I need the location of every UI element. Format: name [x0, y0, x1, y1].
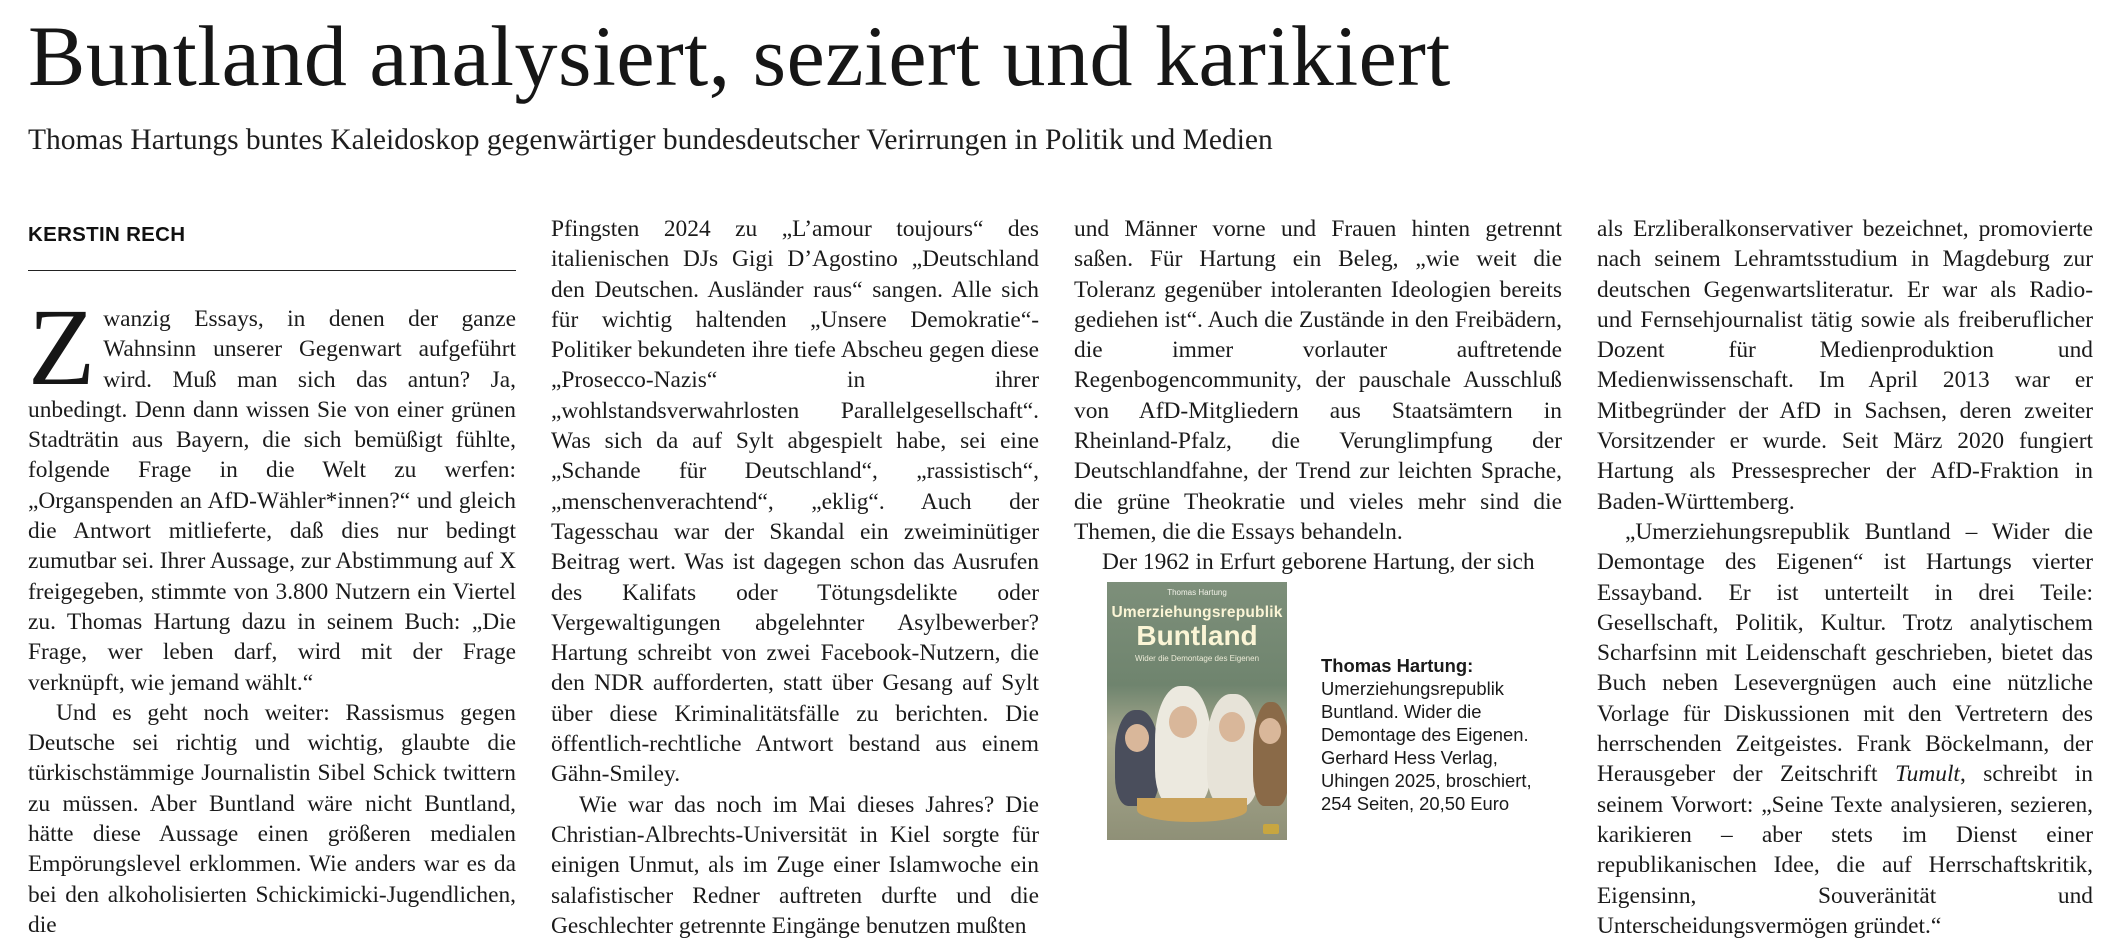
paragraph-text: wanzig Essays, in denen der ganze Wahnsinn unserer Gegenwart aufgeführt wird. Muß man sich das antun? Ja, unbedingt. Denn dann wissen Sie von einer grünen Stadträtin aus Bayern, die sich bemüßigt fühlte, folgende Frage in die Welt zu werfen: „Organspenden an AfD-Wähler*innen?“ und gleich die Antwort mitlieferte, daß dies nur bedingt zumutbar sei. Ihrer Aussage, zur Abstimmung auf X freigegeben, stimmte von 3.800 Nutzern ein Viertel zu. Thomas Hartung dazu in seinem Buch: „Die Frage, wer leben darf, wird mit der Frage verknüpft, wie jemand wählt.“ [28, 306, 516, 696]
paragraph [1597, 517, 2093, 941]
paragraph: und Männer vorne und Frauen hinten getrennt saßen. Für Hartung ein Beleg, „wie weit die Toleranz gegenüber intoleranten Ideologien bereits gediehen ist“. Auch die Zustände in den Freibädern, die immer vorlauter auftretende Regenbogencommunity, der pauschale Ausschluß von AfD-Mitgliedern aus Staatsämtern in Rheinland-Pfalz, die Verunglimpfung der Deutschlandfahne, der Trend zur leichten Sprache, die grüne Theokratie und vieles mehr sind die Themen, die die Essays behandeln. [1074, 216, 1562, 545]
author-byline: KERSTIN RECH [28, 223, 186, 246]
cover-title-line-2: Buntland [1136, 620, 1258, 651]
cover-child-face [1259, 718, 1281, 744]
paragraph: Wie war das noch im Mai dieses Jahres? Die Christian-Albrechts-Universität in Kiel sorgte für einigen Unmut, als im Zuge einer Islamwoche ein salafistischer Redner auftreten durfte und die Geschlechter getrennte Eingänge benutzen mußten [551, 791, 1039, 939]
cover-title-line-1: Umerziehungsrepublik [1111, 604, 1283, 621]
paragraph-text: „Umerziehungsrepublik Buntland – Wider die Demontage des Eigenen“ ist Hartungs vierter Essayband. Er ist unterteilt in drei Teile: Gesellschaft, Politik, Kultur. Trotz analytischem Scharfsinn mit Leidenschaft geschrieben, bietet das Buch neben Lesevergnügen auch eine nützliche Vorlage für Diskussionen mit den Vertretern des herrschenden Zeitgeistes. Frank Böckelmann, der Herausgeber der Zeitschrift [1597, 518, 2093, 788]
publisher-logo-icon [1263, 824, 1279, 834]
article-headline: Buntland analysiert, seziert und karikiert [28, 8, 1451, 104]
cover-child-face [1169, 706, 1197, 738]
drop-cap: Z [28, 286, 96, 408]
paragraph: Pfingsten 2024 zu „L’amour toujours“ des italienischen DJs Gigi D’Agostino „Deutschland den Deutschen. Ausländer raus“ sangen. Alle sich für wichtig haltenden „Unsere Demokratie“-Politiker bekundeten ihre tiefe Abscheu gegen diese „Prosecco-Nazis“ in ihrer „wohlstandsverwahrlosten Parallelgesellschaft“. Was sich da auf Sylt abgespielt habe, sei eine „Schande für Deutschland“, „rassistisch“, „menschenverachtend“, „eklig“. Auch der Tagesschau war der Skandal ein zweiminütiger Beitrag wert. Was ist dagegen schon das Ausrufen des Kalifats oder Tötungsdelikte oder Vergewaltigungen abgelehnter Asylbewerber? Hartung schreibt von zwei Facebook-Nutzern, die den NDR aufforderten, statt über Gesang auf Sylt über diese Kriminalitätsfälle zu berichten. Die öffentlich-rechtliche Antwort bestand aus einem Gähn-Smiley. [551, 216, 1039, 788]
cover-subtitle: Wider die Demontage des Eigenen [1134, 654, 1260, 663]
cover-child-face [1125, 724, 1149, 752]
caption-details: Umerziehungsrepublik Buntland. Wider die Demontage des Eigenen. Gerhard Hess Verlag, Uhingen 2025, broschiert, 254 Seiten, 20,50 Euro [1321, 678, 1532, 814]
cover-author: Thomas Hartung [1167, 588, 1227, 597]
paragraph [28, 286, 516, 698]
text-column-2 [551, 214, 1039, 941]
text-column-4 [1597, 214, 2093, 941]
book-caption [1321, 654, 1541, 815]
cover-child-figure [1207, 694, 1259, 806]
paragraph: als Erzliberalkonservativer bezeichnet, promovierte nach seinem Lehramtsstudium in Magdeburg zur deutschen Gegenwartsliteratur. Er war als Radio- und Fernsehjournalist tätig sowie als freiberuflicher Dozent für Medienproduktion und Medienwissenschaft. Im April 2013 war er Mitbegründer der AfD in Sachsen, deren zweiter Vorsitzender er wurde. Seit März 2020 fungiert Hartung als Pressesprecher der AfD-Fraktion in Baden-Württemberg. [1597, 216, 2093, 515]
book-cover-image [1107, 582, 1287, 840]
paragraph: Der 1962 in Erfurt geborene Hartung, der sich [1102, 549, 1535, 576]
paragraph: Und es geht noch weiter: Rassismus gegen Deutsche sei richtig und wichtig, glaubte die türkischstämmige Journalistin Sibel Schick twittern zu müssen. Aber Buntland wäre nicht Buntland, hätte diese Aussage einen größeren medialen Empörungslevel erklommen. Wie anders war es da bei den alkoholisierten Schickimicki-Jugendlichen, die [28, 699, 516, 938]
article-subheadline: Thomas Hartungs buntes Kaleidoskop gegenwärtiger bundesdeutscher Verirrungen in Politik und Medien [28, 124, 1273, 156]
text-column-1 [28, 286, 516, 940]
cover-child-figure [1155, 686, 1211, 806]
cover-child-face [1219, 712, 1245, 742]
caption-author: Thomas Hartung: [1321, 655, 1474, 676]
text-column-3 [1074, 214, 1562, 578]
paragraph-text: , schreibt in seinem Vorwort: „Seine Texte analysieren, sezieren, karikieren – aber stets im Dienst einer republikanischen Idee, die auf Herrschaftskritik, Eigensinn, Souveränität und Unterscheidungsvermögen gründet.“ [1597, 761, 2093, 939]
byline-divider [28, 270, 516, 271]
cover-food-plate [1137, 798, 1247, 822]
magazine-title: Tumult [1894, 761, 1960, 788]
